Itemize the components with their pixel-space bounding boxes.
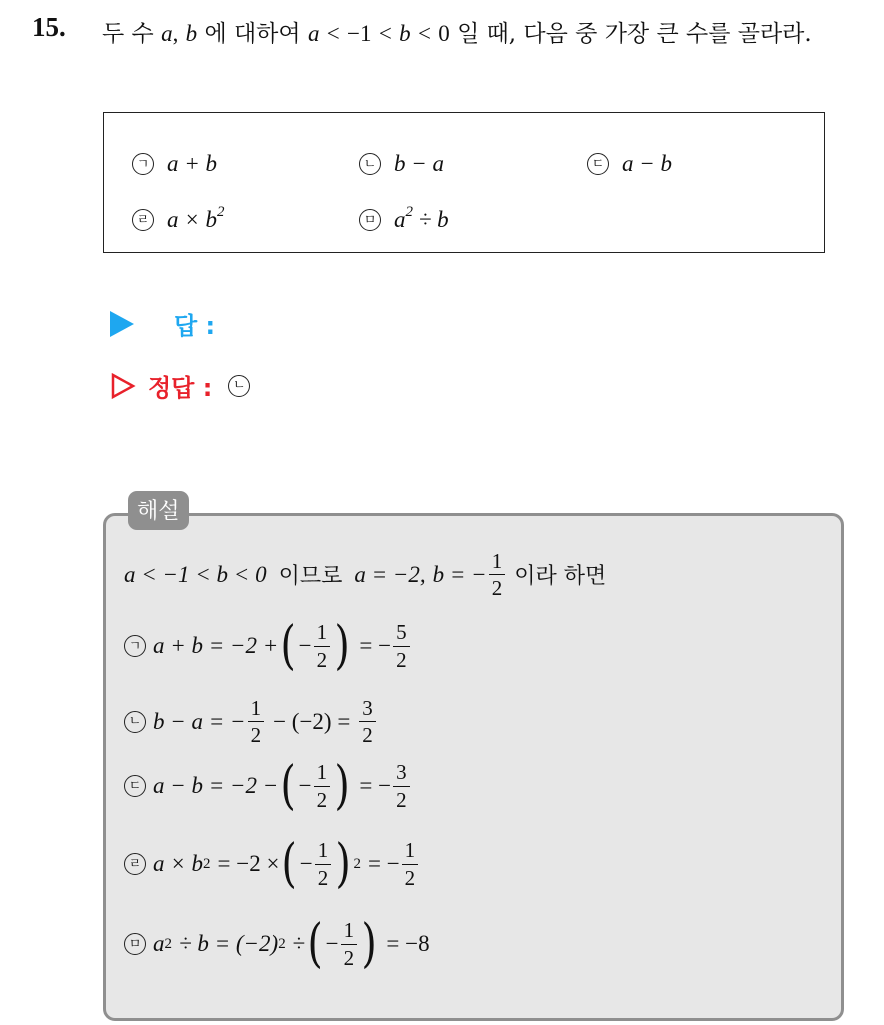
fraction (314, 761, 331, 810)
choices-box (103, 112, 825, 253)
line-lhs: b − a = − (153, 708, 246, 734)
setup-text-2: 이라 하면 (514, 564, 607, 590)
condition-neg1: −1 (347, 21, 372, 46)
question-mid: 에 대하여 (204, 21, 301, 47)
setup-inequality: a < −1 < b < 0 (124, 561, 267, 587)
divide-sign: ÷ (292, 931, 306, 956)
question-number: 15. (32, 12, 66, 42)
fraction-den: 2 (404, 865, 416, 890)
choice-5[interactable] (359, 203, 449, 233)
condition-a: a (307, 21, 320, 46)
correct-answer-row (110, 368, 250, 403)
choice-marker: ㄷ (587, 153, 609, 175)
choice-2[interactable] (359, 151, 444, 177)
fraction-den: 2 (396, 787, 407, 812)
choice-expr (167, 203, 225, 233)
fraction (315, 839, 332, 888)
choice-marker: ㅁ (359, 209, 381, 231)
line-eq: = − (359, 773, 392, 798)
answer-label: 답 : (174, 312, 216, 340)
left-paren: ( (281, 834, 298, 894)
fraction-num: 1 (402, 839, 419, 864)
explanation-tab: 해설 (128, 491, 189, 530)
line-marker: ㄷ (124, 775, 146, 797)
fraction-num: 1 (314, 761, 331, 786)
setup-a: a = −2, (354, 561, 426, 587)
choice-3[interactable] (587, 151, 672, 177)
result-fraction (402, 839, 419, 888)
expr-sup: 2 (217, 203, 225, 220)
fraction-den: 2 (491, 576, 503, 601)
condition-zero: 0 (438, 21, 450, 46)
fraction (248, 697, 265, 746)
line-lhs-rest: ÷ b = (−2) (178, 931, 279, 956)
explanation-line-3 (124, 756, 412, 816)
explanation-line-1 (124, 616, 412, 676)
fraction-den: 2 (316, 647, 328, 672)
condition-lt1: < (326, 21, 340, 46)
fraction-num: 5 (393, 621, 410, 646)
play-triangle-icon (110, 311, 134, 337)
explanation-line-5: ㅁ a 2 ÷ b = (−2) 2 ÷ ( − $\frac{1}{2}$ ) = −8 (124, 918, 430, 970)
choice-marker: ㄴ (359, 153, 381, 175)
line-mid: − (−2) = (273, 708, 351, 734)
explanation-line-setup (124, 550, 606, 599)
var-a: a (161, 21, 173, 46)
setup-text-1: 이므로 (278, 564, 343, 590)
expr-sup: 2 (405, 203, 413, 220)
condition-lt3: < (417, 21, 431, 46)
result-fraction (359, 697, 376, 746)
comma: , (172, 21, 179, 46)
correct-answer-label: 정답 : (148, 374, 213, 402)
line-eq: = −8 (386, 931, 430, 956)
neg-sign: − (298, 633, 312, 658)
right-paren: ) (334, 616, 350, 676)
condition-lt2: < (378, 21, 392, 46)
right-paren: ) (335, 834, 351, 894)
result-fraction (393, 621, 410, 670)
line-marker: ㄴ (124, 711, 146, 733)
condition-b: b (399, 21, 411, 46)
right-paren: ) (334, 756, 350, 816)
line-eq: = − (367, 851, 400, 876)
left-paren: ( (307, 914, 324, 974)
line-eq: = − (359, 633, 392, 658)
left-paren: ( (280, 616, 297, 676)
var-b: b (185, 21, 198, 46)
correct-answer-marker: ㄴ (228, 375, 250, 397)
line-lhs: a × b (153, 851, 204, 876)
choice-expr: a + b (167, 151, 218, 176)
line-marker: ㄱ (124, 635, 146, 657)
choice-expr: a − b (622, 151, 673, 176)
line-marker: ㅁ (124, 933, 146, 955)
fraction-num: 1 (314, 621, 331, 646)
line-lhs-rest: = −2 × (217, 851, 280, 876)
neg-sign: − (299, 851, 313, 876)
fraction-num: 1 (341, 919, 358, 944)
outline-triangle-icon (110, 373, 136, 399)
fraction-num: 3 (393, 761, 410, 786)
question-text (102, 14, 872, 54)
line-lhs: a − b = −2 − (153, 773, 279, 798)
left-paren: ( (280, 756, 297, 816)
question-tail: 일 때, 다음 중 가장 큰 수를 골라라. (457, 21, 812, 47)
fraction-den: 2 (396, 647, 407, 672)
fraction-den: 2 (250, 723, 262, 748)
line-lhs: a + b = −2 + (153, 633, 279, 658)
neg-sign: − (325, 931, 339, 956)
choice-marker: ㄹ (132, 209, 154, 231)
expr-base: a (394, 207, 406, 232)
choice-1[interactable] (132, 151, 217, 177)
choice-expr: b − a (394, 151, 445, 176)
expr-rest: ÷ b (418, 207, 449, 232)
fraction-den: 2 (362, 723, 373, 748)
expr-base: a × b (167, 207, 218, 232)
explanation-line-4: ㄹ a × b 2 = −2 × ( − $\frac{1}{2}$ ) 2 = − $\frac{1}{2}$ (124, 838, 420, 890)
fraction-den: 2 (316, 787, 328, 812)
result-fraction (393, 761, 410, 810)
fraction-num: 3 (359, 697, 376, 722)
choice-expr (394, 203, 449, 233)
neg-sign: − (298, 773, 312, 798)
answer-row (110, 306, 215, 341)
line-lhs: a (153, 931, 165, 956)
fraction (489, 550, 506, 599)
fraction-den: 2 (317, 865, 329, 890)
right-paren: ) (361, 914, 377, 974)
fraction-num: 1 (489, 550, 506, 575)
fraction-num: 1 (248, 697, 265, 722)
line-marker: ㄹ (124, 853, 146, 875)
question-lead: 두 수 (102, 21, 154, 47)
setup-b: b = − (432, 561, 487, 587)
fraction-num: 1 (315, 839, 332, 864)
fraction (341, 919, 358, 968)
fraction-den: 2 (343, 945, 355, 970)
explanation-line-2 (124, 697, 378, 746)
choice-4[interactable] (132, 203, 225, 233)
choice-marker: ㄱ (132, 153, 154, 175)
fraction (314, 621, 331, 670)
